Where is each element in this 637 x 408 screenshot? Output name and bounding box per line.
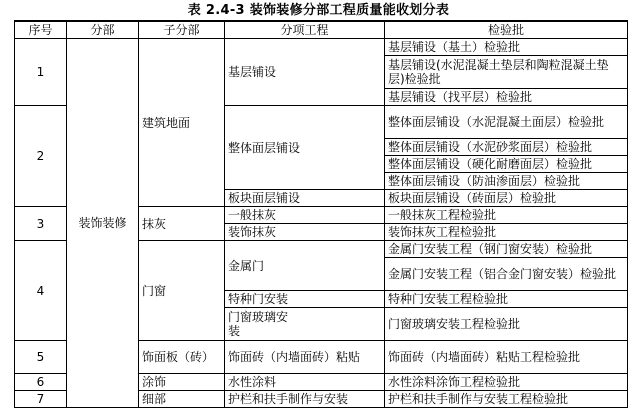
seq-cell: 5 (15, 341, 67, 374)
item-cell: 金属门 (225, 241, 385, 291)
item-cell: 水性涂料 (225, 374, 385, 391)
header-row (15, 21, 628, 39)
lot-cell: 门窗玻璃安装工程检验批 (385, 308, 628, 341)
lot-cell: 整体面层铺设（水泥砂浆面层）检验批 (385, 139, 628, 156)
item-cell: 装饰抹灰 (225, 224, 385, 241)
lot-cell: 水性涂料涂饰工程检验批 (385, 374, 628, 391)
lot-cell: 金属门安装工程（铝合金门窗安装）检验批 (385, 258, 628, 291)
lot-cell: 基层铺设(水泥混凝土垫层和陶粒混凝土垫层)检验批 (385, 56, 628, 89)
lot-cell: 饰面砖（内墙面砖）粘贴工程检验批 (385, 341, 628, 374)
table-row (15, 39, 628, 56)
item-cell: 板块面层铺设 (225, 190, 385, 207)
item-cell: 基层铺设 (225, 39, 385, 106)
item-cell: 护栏和扶手制作与安装 (225, 391, 385, 408)
subdivision-cell: 建筑地面 (139, 39, 225, 207)
header-lot: 检验批 (385, 21, 628, 39)
seq-cell: 3 (15, 207, 67, 241)
subdivision-cell: 门窗 (139, 241, 225, 341)
lot-cell: 整体面层铺设（防油渗面层）检验批 (385, 173, 628, 190)
subdivision-cell: 细部 (139, 391, 225, 408)
seq-cell: 7 (15, 391, 67, 408)
header-seq: 序号 (15, 21, 67, 39)
item-cell: 一般抹灰 (225, 207, 385, 224)
seq-cell: 2 (15, 106, 67, 207)
item-cell: 门窗玻璃安装 (225, 308, 385, 341)
subdivision-cell: 抹灰 (139, 207, 225, 241)
header-subdivision: 子分部 (139, 21, 225, 39)
item-cell: 饰面砖（内墙面砖）粘贴 (225, 341, 385, 374)
lot-cell: 整体面层铺设（硬化耐磨面层）检验批 (385, 156, 628, 173)
subdivision-cell: 饰面板（砖） (139, 341, 225, 374)
lot-cell: 基层铺设（找平层）检验批 (385, 89, 628, 106)
lot-cell: 金属门安装工程（钢门窗安装）检验批 (385, 241, 628, 258)
item-cell: 特种门安装 (225, 291, 385, 308)
lot-cell: 装饰抹灰工程检验批 (385, 224, 628, 241)
acceptance-division-table (14, 20, 628, 408)
seq-cell: 6 (15, 374, 67, 391)
lot-cell: 板块面层铺设（砖面层）检验批 (385, 190, 628, 207)
item-cell: 整体面层铺设 (225, 106, 385, 190)
seq-cell: 4 (15, 241, 67, 341)
table-title: 表 2.4-3 装饰装修分部工程质量能收划分表 (187, 3, 450, 18)
header-division: 分部 (67, 21, 139, 39)
seq-cell: 1 (15, 39, 67, 106)
header-item: 分项工程 (225, 21, 385, 39)
lot-cell: 一般抹灰工程检验批 (385, 207, 628, 224)
lot-cell: 整体面层铺设（水泥混凝土面层）检验批 (385, 106, 628, 139)
subdivision-cell: 涂饰 (139, 374, 225, 391)
lot-cell: 护栏和扶手制作与安装工程检验批 (385, 391, 628, 408)
division-cell: 装饰装修 (67, 39, 139, 408)
lot-cell: 特种门安装工程检验批 (385, 291, 628, 308)
lot-cell: 基层铺设（基土）检验批 (385, 39, 628, 56)
